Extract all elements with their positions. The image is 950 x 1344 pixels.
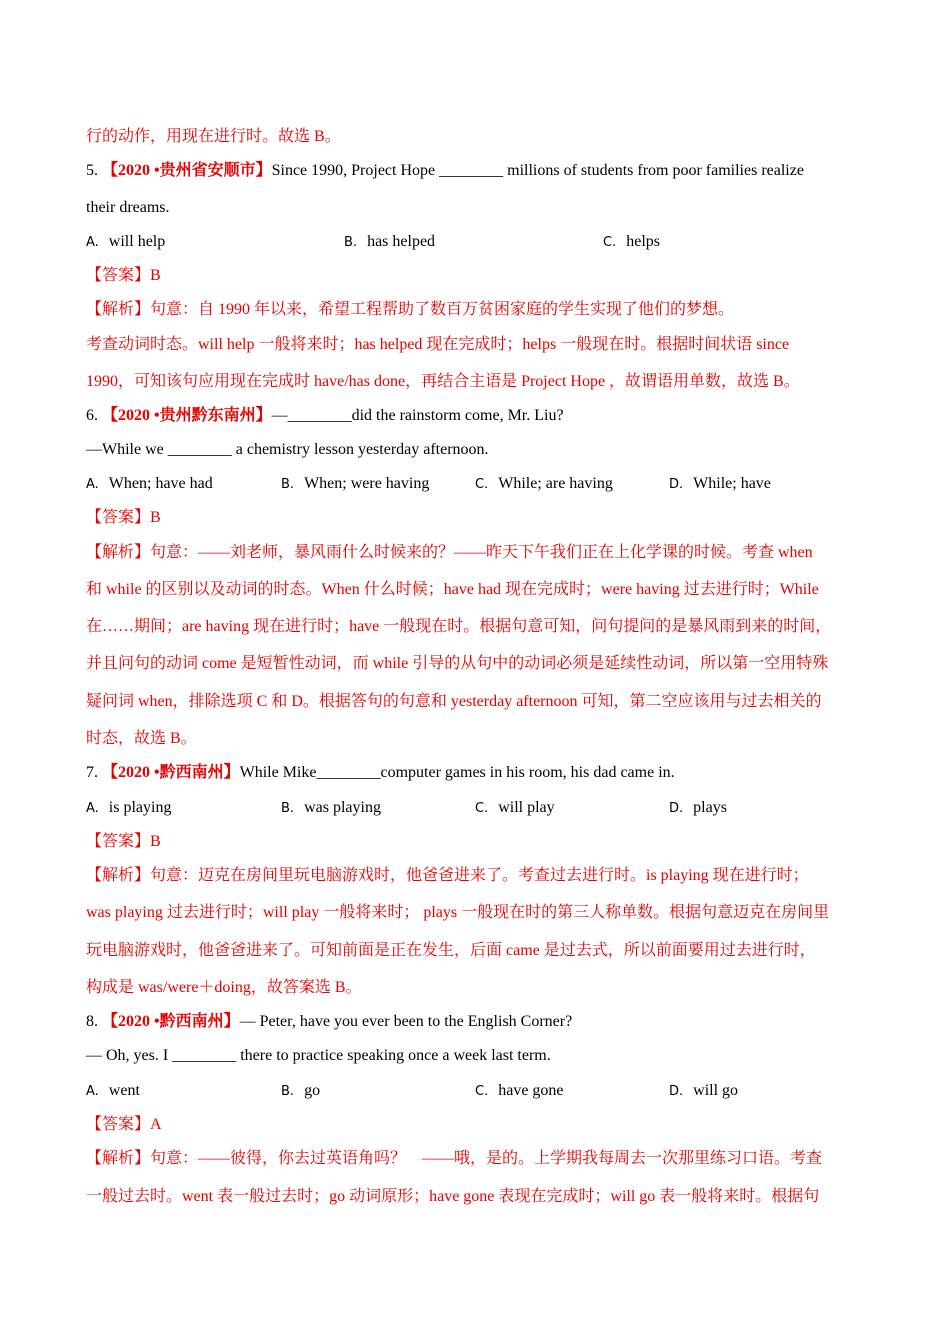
question-number: 5. — [86, 162, 98, 179]
option-c: C. will play — [475, 799, 555, 816]
question-6-stem-cont: —While we ________ a chemistry lesson yesterday afternoon. — [86, 441, 489, 458]
analysis-continuation: 行的动作，用现在进行时。故选 B。 — [86, 128, 341, 145]
analysis-line: 【解析】句意：迈克在房间里玩电脑游戏时，他爸爸进来了。考查过去进行时。is playing 现在进行时； — [86, 867, 809, 884]
source-tag: 【2020 •黔西南州】 — [102, 1013, 240, 1030]
question-8-stem — [86, 1012, 572, 1032]
option-a: A. is playing — [86, 799, 172, 816]
option-b: B. go — [281, 1082, 321, 1099]
option-c: C. helps — [603, 233, 660, 250]
analysis-line: 1990，可知该句应用现在完成时 have/has done，再结合主语是 Project Hope ，故谓语用单数，故选 B。 — [86, 373, 800, 390]
analysis-line: 并且问句的动词 come 是短暂性动词，而 while 引导的从句中的动词必须是延续性动词，所以第一空用特殊 — [86, 655, 829, 672]
answer-line: 【答案】A — [86, 1116, 162, 1133]
option-b: B. has helped — [344, 233, 436, 250]
analysis-line: 【解析】句意：自 1990 年以来，希望工程帮助了数百万贫困家庭的学生实现了他们的梦想。 — [86, 301, 735, 318]
analysis-line: 【解析】句意：——刘老师，暴风雨什么时候来的？——昨天下午我们正在上化学课的时候。考查 when — [86, 544, 813, 561]
source-tag: 【2020 •黔西南州】 — [102, 764, 240, 781]
option-d: D. While; have — [669, 475, 771, 492]
option-a: A. went — [86, 1082, 140, 1099]
analysis-line: 考查动词时态。will help 一般将来时；has helped 现在完成时；helps 一般现在时。根据时间状语 since — [86, 336, 790, 353]
option-c: C. While; are having — [475, 475, 613, 492]
analysis-line: 在……期间；are having 现在进行时；have 一般现在时。根据句意可知，问句提问的是暴风雨到来的时间， — [86, 618, 832, 635]
question-number: 6. — [86, 407, 98, 424]
question-number: 7. — [86, 764, 98, 781]
question-text: While Mike________computer games in his room, his dad came in. — [239, 764, 675, 781]
option-c: C. have gone — [475, 1082, 564, 1099]
option-d: D. will go — [669, 1082, 739, 1099]
source-tag: 【2020 •贵州省安顺市】 — [102, 162, 272, 179]
answer-line: 【答案】B — [86, 833, 161, 850]
question-7-stem — [86, 763, 675, 783]
question-5-stem-cont: their dreams. — [86, 199, 170, 216]
analysis-line: 玩电脑游戏时，他爸爸进来了。可知前面是正在发生，后面 came 是过去式，所以前面要用过去进行时， — [86, 942, 816, 959]
option-b: B. was playing — [281, 799, 381, 816]
source-tag: 【2020 •贵州黔东南州】 — [102, 407, 272, 424]
option-a: A. When; have had — [86, 475, 213, 492]
answer-line: 【答案】B — [86, 267, 161, 284]
question-6-stem — [86, 406, 564, 426]
question-text: Since 1990, Project Hope ________ millions of students from poor families realize — [271, 162, 804, 179]
question-5-stem — [86, 161, 804, 181]
analysis-line: 疑问词 when，排除选项 C 和 D。根据答句的句意和 yesterday afternoon 可知，第二空应该用与过去相关的 — [86, 693, 822, 710]
question-number: 8. — [86, 1013, 98, 1030]
question-8-stem-cont: — Oh, yes. I ________ there to practice speaking once a week last term. — [86, 1047, 551, 1064]
analysis-line: 【解析】句意：——彼得，你去过英语角吗？ ——哦，是的。上学期我每周去一次那里练习口语。考查 — [86, 1150, 823, 1167]
analysis-line: 一般过去时。went 表一般过去时；go 动词原形；have gone 表现在完成时；will go 表一般将来时。根据句 — [86, 1188, 820, 1205]
option-d: D. plays — [669, 799, 727, 816]
question-text: — Peter, have you ever been to the English Corner? — [239, 1013, 573, 1030]
analysis-line: 和 while 的区别以及动词的时态。When 什么时候；have had 现在完成时；were having 过去进行时；While — [86, 581, 819, 598]
option-a: A. will help — [86, 233, 166, 250]
answer-line: 【答案】B — [86, 509, 161, 526]
analysis-line: 构成是 was/were＋doing，故答案选 B。 — [86, 979, 362, 996]
analysis-line: was playing 过去进行时；will play 一般将来时； plays 一般现在时的第三人称单数。根据句意迈克在房间里 — [86, 904, 830, 921]
question-text: —________did the rainstorm come, Mr. Liu? — [271, 407, 564, 424]
option-b: B. When; were having — [281, 475, 430, 492]
analysis-line: 时态，故选 B。 — [86, 730, 197, 747]
